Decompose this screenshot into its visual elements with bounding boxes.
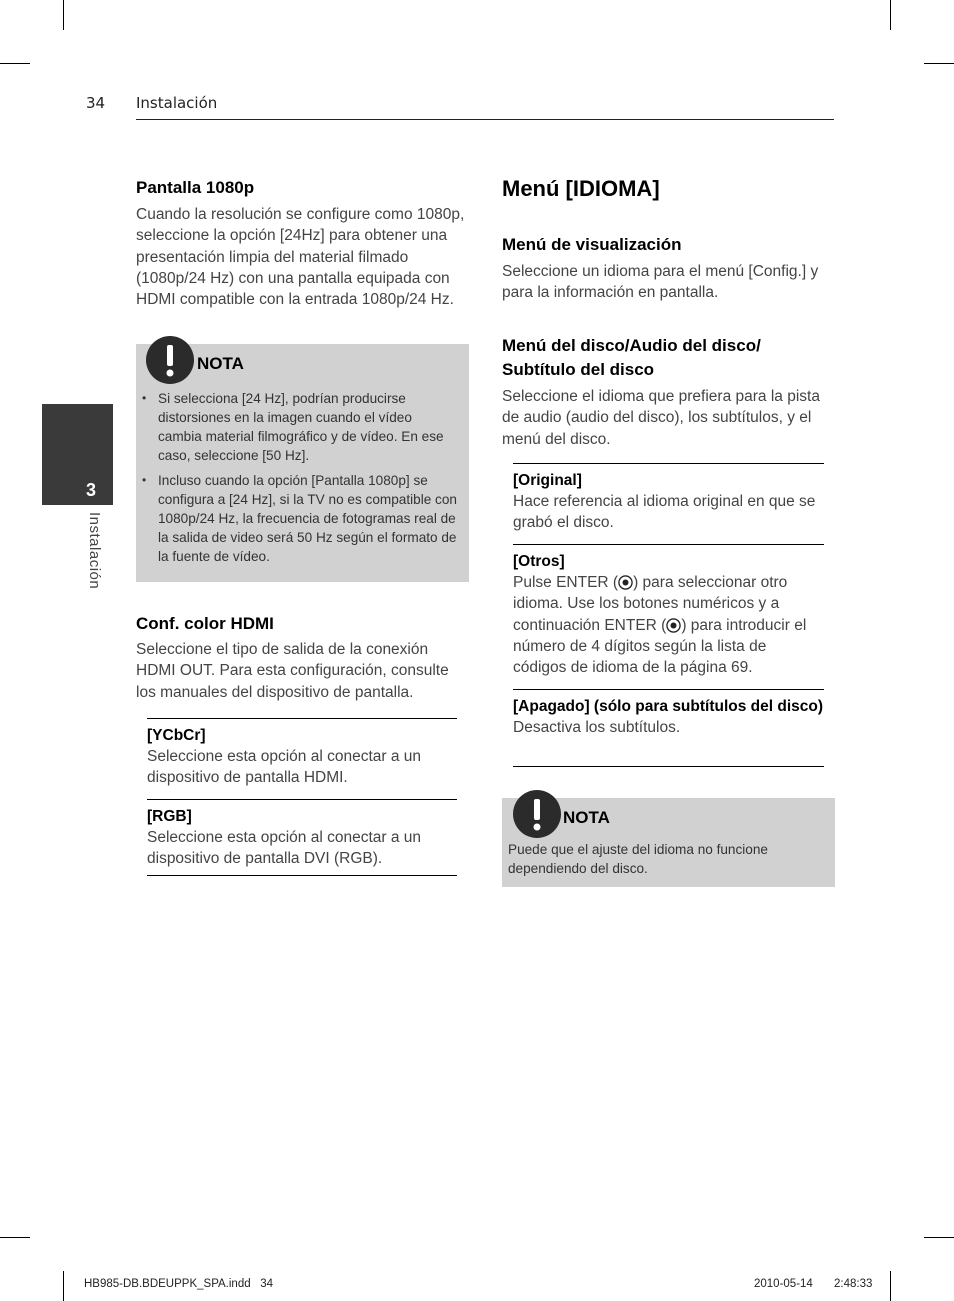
chapter-number: 3 bbox=[86, 480, 97, 500]
option-description: Seleccione esta opción al conectar a un dispositivo de pantalla DVI (RGB). bbox=[147, 829, 422, 868]
header-rule bbox=[136, 119, 834, 120]
section-title-disc-2: Subtítulo del disco bbox=[502, 360, 655, 379]
language-options bbox=[513, 463, 824, 767]
note-text: Puede que el ajuste del idioma no funcione dependiendo del disco. bbox=[508, 842, 768, 876]
crop-mark bbox=[890, 1271, 891, 1301]
desc-part: ) para seleccionar otro idioma. Use los botones numéricos y a continuación ENTER ( bbox=[513, 574, 788, 634]
note-box bbox=[136, 344, 469, 582]
display-menu-section bbox=[502, 233, 834, 304]
crop-mark bbox=[63, 1271, 64, 1301]
note-box-language bbox=[502, 798, 835, 887]
note-list bbox=[136, 389, 458, 572]
disc-menu-text: Seleccione el idioma que prefiera para la pista de audio (audio del disco), los subtítulos, y el menú del disco. bbox=[502, 388, 820, 448]
option-apagado bbox=[513, 689, 824, 767]
section-title-color: Conf. color HDMI bbox=[136, 614, 274, 633]
chapter-tab bbox=[42, 404, 113, 505]
option-original bbox=[513, 463, 824, 544]
hdmi-color-section bbox=[136, 612, 471, 703]
option-label: [RGB] bbox=[147, 808, 192, 825]
note-item: • Incluso cuando la opción [Pantalla 1080p] se configura a [24 Hz], si la TV no es compatible con 1080p/24 Hz, la frecuencia de fotogramas real de la salida de video será 50 Hz según el formato de la fuente de vídeo. bbox=[136, 471, 458, 566]
option-description: Hace referencia al idioma original en que se grabó el disco. bbox=[513, 493, 816, 532]
option-rgb bbox=[147, 799, 457, 876]
crop-mark bbox=[890, 0, 891, 30]
section-title-disc-1: Menú del disco/Audio del disco/ bbox=[502, 336, 761, 355]
option-otros bbox=[513, 544, 824, 689]
section-title-pantalla: Pantalla 1080p bbox=[136, 178, 255, 197]
crop-mark bbox=[924, 1237, 954, 1238]
warning-icon bbox=[146, 336, 194, 384]
enter-button-icon bbox=[666, 618, 681, 633]
desc-part: ) para introducir el número de 4 dígitos según la lista de códigos de idioma de la página 69. bbox=[513, 616, 807, 677]
note-title: NOTA bbox=[197, 354, 244, 373]
option-description bbox=[513, 572, 824, 678]
footer-date: 2010-05-14 bbox=[754, 1278, 813, 1290]
page-title: Menú [IDIOMA] bbox=[502, 176, 660, 201]
option-description: Seleccione esta opción al conectar a un dispositivo de pantalla HDMI. bbox=[147, 748, 422, 787]
pantalla-text: Cuando la resolución se configure como 1080p, seleccione la opción [24Hz] para obtener una presentación limpia del material filmado (1080p/24 Hz) con una pantalla equipada con HDMI compatible con la entrada 1080p/24 Hz. bbox=[136, 206, 465, 309]
running-header: Instalación bbox=[136, 94, 218, 112]
crop-mark bbox=[924, 63, 954, 64]
footer-time: 2:48:33 bbox=[834, 1278, 873, 1290]
enter-button-icon bbox=[618, 575, 633, 590]
left-column bbox=[136, 176, 471, 310]
warning-icon bbox=[513, 790, 561, 838]
note-item: • Si selecciona [24 Hz], podrían producirse distorsiones en la imagen cuando el vídeo cambia material filmográfico y de vídeo. En ese caso, seleccione [50 Hz]. bbox=[136, 389, 458, 465]
chapter-label: Instalación bbox=[86, 512, 103, 590]
option-label: [Apagado] (sólo para subtítulos del disco) bbox=[513, 698, 824, 715]
page-number: 34 bbox=[86, 94, 106, 112]
crop-mark bbox=[0, 63, 30, 64]
color-text: Seleccione el tipo de salida de la conexión HDMI OUT. Para esta configuración, consulte los manuales del dispositivo de pantalla. bbox=[136, 641, 449, 701]
option-ycbcr bbox=[147, 718, 457, 799]
option-label: [Original] bbox=[513, 472, 582, 489]
footer-file: HB985-DB.BDEUPPK_SPA.indd 34 bbox=[84, 1278, 273, 1290]
option-label: [YCbCr] bbox=[147, 727, 206, 744]
crop-mark bbox=[0, 1237, 30, 1238]
disc-menu-section bbox=[502, 334, 834, 450]
display-menu-text: Seleccione un idioma para el menú [Config.] y para la información en pantalla. bbox=[502, 263, 819, 302]
option-description: Desactiva los subtítulos. bbox=[513, 719, 681, 736]
note-title: NOTA bbox=[563, 808, 610, 827]
option-label: [Otros] bbox=[513, 553, 565, 570]
section-title-display: Menú de visualización bbox=[502, 235, 682, 254]
color-options bbox=[147, 718, 457, 876]
desc-part: Pulse ENTER ( bbox=[513, 574, 619, 591]
crop-mark bbox=[63, 0, 64, 30]
